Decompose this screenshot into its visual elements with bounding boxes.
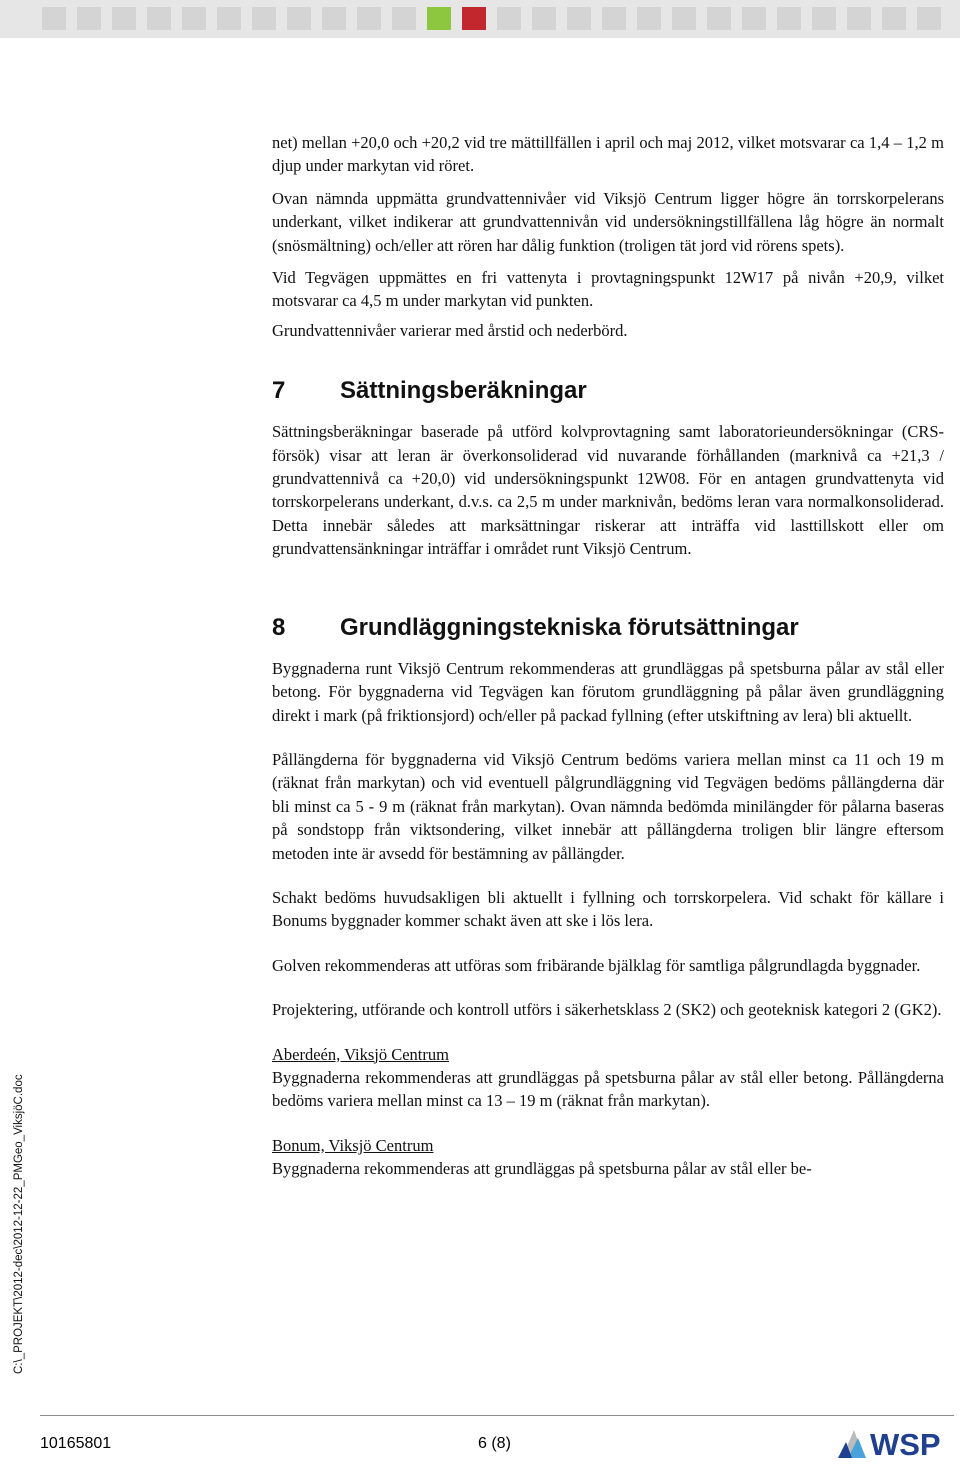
thumbnail-tile xyxy=(77,7,101,30)
thumbnail-tile xyxy=(777,7,801,30)
thumbnail-tile xyxy=(147,7,171,30)
thumbnail-tile xyxy=(602,7,626,30)
paragraph-groundwater-interpretation: Ovan nämnda uppmätta grundvattennivåer vid Viksjö Centrum ligger högre än torrskorpelerans underkant, vilket indikerar att grundvattennivån vid undersökningstillfällena låg högre än normalt (snösmältning) och/eller att rören har dålig funktion (troligen tät jord vid rörens spets). xyxy=(272,188,944,255)
footer-divider xyxy=(40,1415,954,1416)
document-body xyxy=(272,131,944,1181)
paragraph-aberdeen: Byggnaderna rekommenderas att grundläggas på spetsburna pålar av stål eller betong. Pållängderna bedöms variera mellan minst ca 13 – 19 m (räknat från markytan). xyxy=(272,1067,944,1111)
paragraph-floors: Golven rekommenderas att utföras som fribärande bjälklag för samtliga pålgrundlagda byggnader. xyxy=(272,955,921,975)
thumbnail-tile xyxy=(707,7,731,30)
thumbnail-bar xyxy=(0,0,960,38)
thumbnail-tile xyxy=(42,7,66,30)
section-title: Grundläggningstekniska förutsättningar xyxy=(340,613,799,641)
thumbnail-tile xyxy=(252,7,276,30)
paragraph-seasonal-variation: Grundvattennivåer varierar med årstid och nederbörd. xyxy=(272,320,628,340)
thumbnail-tile xyxy=(112,7,136,30)
wsp-logo xyxy=(836,1424,956,1458)
thumbnail-tile xyxy=(217,7,241,30)
thumbnail-tile xyxy=(847,7,871,30)
thumbnail-tile xyxy=(182,7,206,30)
page-number: 6 (8) xyxy=(478,1435,511,1452)
section-number: 7 xyxy=(272,377,286,405)
document-number: 10165801 xyxy=(40,1435,112,1452)
thumbnail-tile xyxy=(672,7,696,30)
thumbnail-tile xyxy=(567,7,591,30)
section-8-heading xyxy=(272,613,944,643)
section-7-heading xyxy=(272,376,944,406)
paragraph-excavation: Schakt bedöms huvudsakligen bli aktuellt i fyllning och torrskorpelera. Vid schakt för källare i Bonums byggnader kommer schakt även att ske i lös lera. xyxy=(272,887,944,931)
subheading-bonum: Bonum, Viksjö Centrum xyxy=(272,1135,434,1155)
thumbnail-tile xyxy=(532,7,556,30)
file-path-margin: C:\_PROJEKT\2012-dec\2012-12-22_PMGeo_ViksjöC.doc xyxy=(13,1074,25,1374)
thumbnail-tile xyxy=(742,7,766,30)
paragraph-settlement: Sättningsberäkningar baserade på utförd kolvprovtagning samt laboratorieundersökningar (CRS-försök) visar att leran är överkonsoliderad vid nuvarande förhållanden (marknivå ca +21,3 / grundvattennivå ca +20,0) vid undersökningspunkt 12W08. För en antagen grundvattenyta vid torrskorpelerans underkant, d.v.s. ca 2,5 m under marknivån, bedöms leran vara normalkonsoliderad. Detta innebär således att marksättningar riskerar att inträffa vid lasttillskott eller om grundvattensänkningar inträffar i området runt Viksjö Centrum. xyxy=(272,422,944,559)
thumbnail-tile xyxy=(637,7,661,30)
paragraph-pile-lengths: Pållängderna för byggnaderna vid Viksjö Centrum bedöms variera mellan minst ca 11 och 19 m (räknat från markytan) och vid eventuell pålgrundläggning vid Tegvägen bedöms pållängderna där bli minst ca 5 - 9 m (räknat från markytan). Ovan nämnda bedömda minilängder för pålarna baseras på sondstopp från viktsondering, vilket innebär att pållängderna troligen blir längre eftersom metoden inte är avsedd för bestämning av pållängder. xyxy=(272,749,944,863)
thumbnail-tile xyxy=(882,7,906,30)
thumbnail-tile xyxy=(497,7,521,30)
section-title: Sättningsberäkningar xyxy=(340,377,587,405)
subheading-aberdeen: Aberdeén, Viksjö Centrum xyxy=(272,1044,449,1064)
thumbnail-tile xyxy=(357,7,381,30)
thumbnail-tile xyxy=(322,7,346,30)
paragraph-tegvagen-water: Vid Tegvägen uppmättes en fri vattenyta i provtagningspunkt 12W17 på nivån +20,9, vilket motsvarar ca 4,5 m under markytan vid punkten. xyxy=(272,268,944,311)
section-number: 8 xyxy=(272,613,286,641)
thumbnail-tile xyxy=(392,7,416,30)
thumbnail-tile xyxy=(287,7,311,30)
thumbnail-tile-red xyxy=(462,7,486,30)
thumbnail-tile xyxy=(917,7,941,30)
thumbnail-tile xyxy=(812,7,836,30)
paragraph-bonum: Byggnaderna rekommenderas att grundläggas på spetsburna pålar av stål eller be- xyxy=(272,1159,812,1179)
thumbnail-tile-green xyxy=(427,7,451,30)
paragraph-foundation-recommendation: Byggnaderna runt Viksjö Centrum rekommenderas att grundläggas på spetsburna pålar av stål eller betong. För byggnaderna vid Tegvägen kan förutom grundläggning på pålar även grundläggning direkt i mark (på friktionsjord) och/eller på packad fyllning (efter utskiftning av lera) bli aktuellt. xyxy=(272,658,944,725)
paragraph-groundwater-levels: net) mellan +20,0 och +20,2 vid tre mättillfällen i april och maj 2012, vilket motsvarar ca 1,4 – 1,2 m djup under markytan vid röret. xyxy=(272,133,944,176)
logo-text: WSP xyxy=(870,1427,941,1458)
paragraph-safety-class: Projektering, utförande och kontroll utförs i säkerhetsklass 2 (SK2) och geoteknisk kategori 2 (GK2). xyxy=(272,1000,942,1020)
